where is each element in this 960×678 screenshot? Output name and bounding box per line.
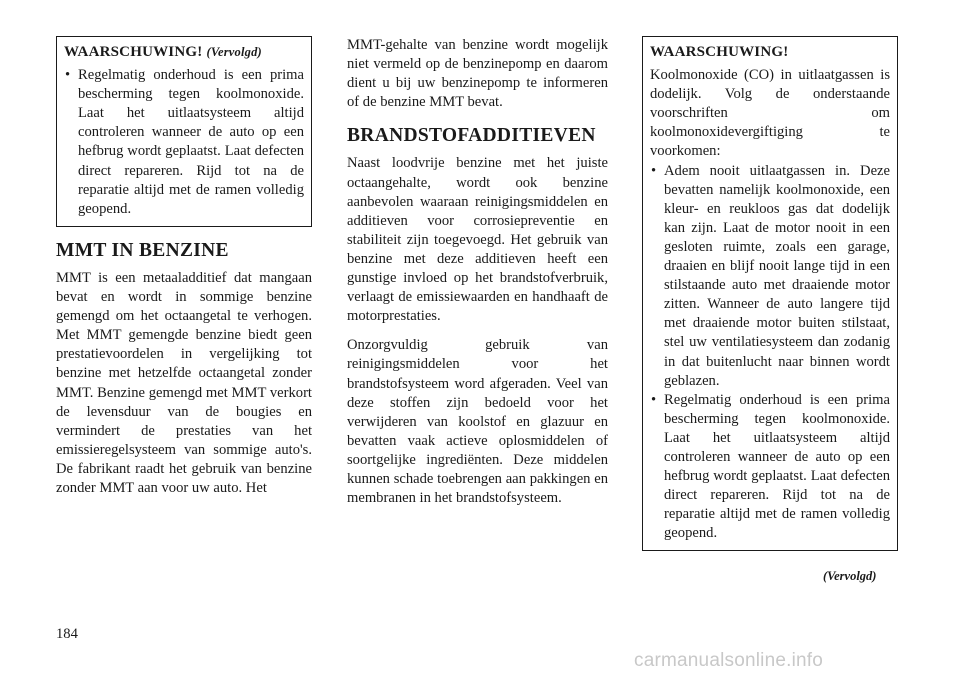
warning-intro: Koolmonoxide (CO) in uitlaatgassen is dodelijk. Volg de onderstaande voorschriften om koolmonoxidevergiftiging te voorkomen: (650, 67, 890, 160)
warning-title-text: WAARSCHUWING! (64, 44, 203, 60)
section-heading-mmt: MMT IN BENZINE (56, 239, 229, 261)
warning-title: WAARSCHUWING! (650, 44, 789, 60)
warning-continued-label: (Vervolgd) (206, 45, 262, 59)
warning-title (64, 43, 304, 62)
continued-label: (Vervolgd) (823, 569, 877, 583)
warning-box-continued (56, 36, 312, 227)
middle-column (347, 36, 608, 508)
warning-bullet-list (64, 66, 304, 219)
watermark-text: carmanualsonline.info (634, 650, 824, 671)
paragraph-mmt-continued: MMT-gehalte van benzine wordt mogelijk niet vermeld op de benzinepomp en daarom dient u bij uw benzinepomp te informeren of de benzine MMT bevat. (347, 37, 608, 111)
warning-bullet: • Regelmatig onderhoud is een prima bescherming tegen koolmonoxide. Laat het uitlaatsysteem altijd controleren wanneer de auto op een hefbrug wordt geplaatst. Laat defecten direct repareren. Rijd tot na de reparatie altijd met de ramen volledig geopend. (64, 66, 304, 219)
right-column (642, 36, 898, 551)
left-column (56, 36, 312, 498)
section-heading-fuel-additives: BRANDSTOFADDITIEVEN (347, 125, 596, 147)
warning-bullet: • Regelmatig onderhoud is een prima bescherming tegen koolmonoxide. Laat het uitlaatsysteem altijd controleren wanneer de auto op een hefbrug wordt geplaatst. Laat defecten direct repareren. Rijd tot na de reparatie altijd met de ramen volledig geopend. (650, 391, 890, 544)
page-number: 184 (56, 626, 78, 642)
paragraph-mmt: MMT is een metaaladditief dat mangaan bevat en wordt in sommige benzine gemengd om het octaangetal te verhogen. Met MMT gemengde benzine biedt geen prestatievoordelen in vergelijking tot benzine met hetzelfde octaangetal zonder MMT. Benzine gemengd met MMT verkort de levensduur van de bougies en vermindert de prestaties van het emissieregelsysteem van sommige auto's. De fabrikant raadt het gebruik van benzine zonder MMT aan voor uw auto. Het (56, 269, 312, 496)
warning-box-carbon-monoxide (642, 36, 898, 551)
warning-bullet-list (650, 162, 890, 544)
paragraph-fuel-additives: Naast loodvrije benzine met het juiste octaangehalte, wordt ook benzine aanbevolen waaraan reinigingsmiddelen en additieven voor corrosiepreventie en stabiliteit zijn toegevoegd. Het gebruik van benzine met deze additieven heeft een gunstige invloed op het brandstofverbruik, verlaagt de emissiewaarden en handhaaft de motorprestaties. (347, 155, 608, 325)
warning-bullet: • Adem nooit uitlaatgassen in. Deze bevatten namelijk koolmonoxide, een kleur- en reukloos gas dat dodelijk kan zijn. Laat de motor nooit in een gesloten ruimte, zoals een garage, draaien en blijf nooit lange tijd in een stilstaande auto met draaiende motor zitten. Wanneer de auto langere tijd met draaiende motor buiten stilstaat, stel uw ventilatiesysteem dan zodanig in dat buitenlucht naar binnen wordt geblazen. (650, 162, 890, 391)
paragraph-cleaning-agents: Onzorgvuldig gebruik van reinigingsmiddelen voor het brandstofsysteem word afgeraden. Veel van deze stoffen zijn bedoeld voor het verwijderen van koolstof en glazuur en bevatten vaak actieve oplosmiddelen of soortgelijke ingrediënten. Deze middelen kunnen schade toebrengen aan pakkingen en membranen in het brandstofsysteem. (347, 337, 608, 507)
